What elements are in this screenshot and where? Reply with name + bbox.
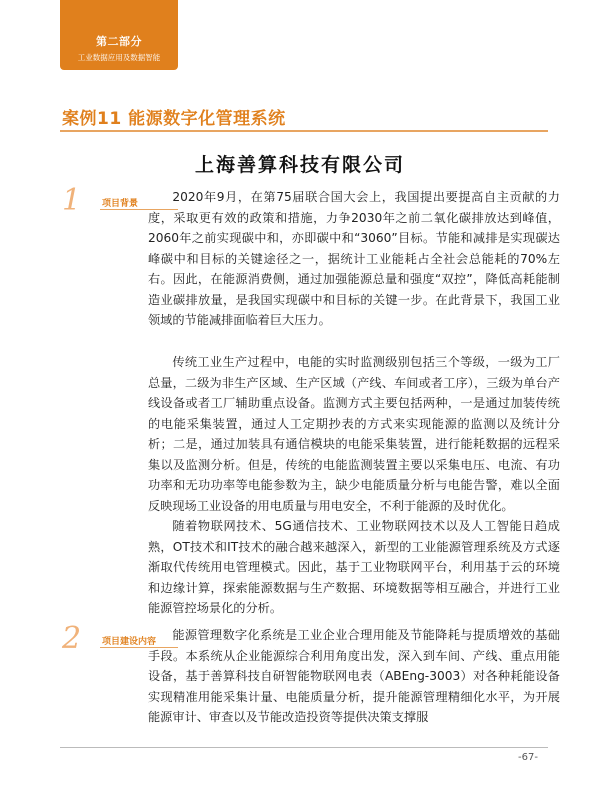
part-title: 第二部分 — [96, 35, 142, 48]
title-divider — [60, 130, 548, 132]
part-tab — [60, 0, 178, 70]
section-label: 项目背景 — [102, 199, 139, 209]
section-label: 项目建设内容 — [102, 637, 157, 647]
page-number: -67- — [518, 752, 538, 763]
case-title: 案例11 能源数字化管理系统 — [62, 109, 286, 129]
footer-divider — [60, 747, 548, 748]
part-subtitle: 工业数据应用及数据智能 — [77, 53, 161, 62]
section-number: 2 — [62, 621, 82, 656]
paragraph: 2020年9月，在第75届联合国大会上，我国提出要提高自主贡献的力度，采取更有效的政策和措施，力争2030年之前二氧化碳排放达到峰值，2060年之前实现碳中和，亦即碳中和“3060”目标。节能和减排是实现碳达峰碳中和目标的关键途径之一，据统计工业能耗占全社会总能耗的70%左右。因此，在能源消费侧，通过加强能源总量和强度“双控”，降低高耗能制造业碳排放量，是我国实现碳中和目标的关键一步。在此背景下，我国工业领域的节能减排面临着巨大压力。 — [148, 190, 560, 327]
paragraph: 随着物联网技术、5G通信技术、工业物联网技术以及人工智能日趋成熟，OT技术和IT技术的融合越来越深入，新型的工业能源管理系统及方式逐渐取代传统用电管理模式。因此，基于工业物联网平台，利用基于云的环境和边缘计算，探索能源数据与生产数据、环境数据等相互融合，并进行工业能源管控场景化的分析。 — [148, 519, 560, 615]
paragraph: 传统工业生产过程中，电能的实时监测级别包括三个等级，一级为工厂总量，二级为非生产区域、生产区域（产线、车间或者工序），三级为单台产线设备或者工厂辅助重点设备。监测方式主要包括两种，一是通过加装传统的电能采集装置，通过人工定期抄表的方式来实现能源的监测以及统计分析；二是，通过加装具有通信模块的电能采集装置，进行能耗数据的远程采集以及监测分析。但是，传统的电能监测装置主要以采集电压、电流、有功功率和无功功率等电能参数为主，缺少电能质量分析与电能告警，难以全面反映现场工业设备的用电质量与用电安全，不利于能源的及时优化。 — [148, 355, 560, 513]
company-name: 上海善算科技有限公司 — [194, 154, 405, 176]
section-number: 1 — [62, 183, 82, 218]
paragraph: 能源管理数字化系统是工业企业合理用能及节能降耗与提质增效的基础手段。本系统从企业能源综合利用角度出发，深入到车间、产线、重点用能设备，基于善算科技自研智能物联网电表（ABEng-3003）对各种耗能设备实现精准用能采集计量、电能质量分析，提升能源管理精细化水平，为开展能源审计、审查以及节能改造投资等提供决策支撑服 — [148, 628, 560, 724]
